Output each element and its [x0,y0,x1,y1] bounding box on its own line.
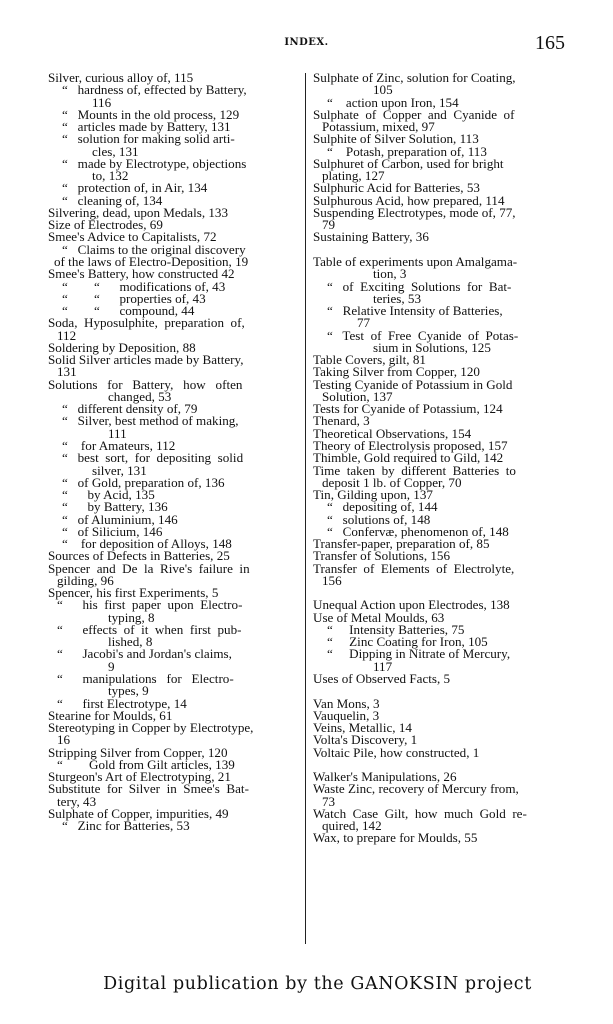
index-entry: Tin, Gilding upon, 137 [313,487,433,503]
index-subentry: Solution, 137 [322,388,393,404]
index-subentry: types, 9 [108,683,149,699]
index-subentry: “ first Electrotype, 14 [57,695,187,711]
index-subentry: Potassium, mixed, 97 [322,119,435,135]
index-entry: Sulphuric Acid for Batteries, 53 [313,180,480,196]
index-entry: Volta's Discovery, 1 [313,732,418,748]
index-subentry: “ Gold from Gilt articles, 139 [57,756,235,772]
index-subentry: “ solutions of, 148 [327,511,431,527]
index-entry: Sulphate of Copper and Cyanide of [313,106,515,122]
index-subentry: 111 [108,425,127,441]
index-entry: Uses of Observed Facts, 5 [313,671,451,687]
index-subentry: tery, 43 [57,793,97,809]
index-entry: Tests for Cyanide of Potassium, 124 [313,401,503,417]
index-entry: Theoretical Observations, 154 [313,425,472,441]
index-subentry: “ Potash, preparation of, 113 [327,143,487,159]
index-entry: Silver, curious alloy of, 115 [48,70,194,85]
index-entry: Watch Case Gilt, how much Gold re- [313,805,527,821]
index-entry: Sturgeon's Art of Electrotyping, 21 [48,769,231,785]
index-entry: Table Covers, gilt, 81 [313,352,426,368]
index-entry: Waste Zinc, recovery of Mercury from, [313,781,519,797]
index-entry: Table of experiments upon Amalgama- [313,253,518,269]
index-subentry: “ for deposition of Alloys, 148 [62,536,232,552]
index-subentry: “ by Battery, 136 [62,499,168,515]
column-divider [305,73,306,944]
index-entry: Substitute for Silver in Smee's Bat- [48,781,249,797]
index-entry: Solutions for Battery, how often [48,376,243,392]
index-entry: Silvering, dead, upon Medals, 133 [48,204,229,220]
index-subentry: “ best sort, for depositing solid [62,450,244,466]
page-number: 165 [535,32,565,54]
index-subentry: “ hardness of, effected by Battery, [62,82,247,98]
index-subentry: “ cleaning of, 134 [62,192,163,208]
index-entry: Smee's Advice to Capitalists, 72 [48,229,217,245]
index-entry: Stereotyping in Copper by Electrotype, [48,720,254,736]
index-subentry: cles, 131 [92,143,139,159]
index-subentry: lished, 8 [108,634,153,650]
index-subentry: “ action upon Iron, 154 [327,94,459,110]
index-entry: Walker's Manipulations, 26 [313,769,457,785]
index-entry: Sulphite of Silver Solution, 113 [313,131,479,147]
index-subentry: “ by Acid, 135 [62,487,155,503]
index-subentry: 117 [373,658,393,674]
index-subentry: silver, 131 [92,462,147,478]
index-entry: Sulphate of Copper, impurities, 49 [48,805,229,821]
index-subentry: “ Zinc Coating for Iron, 105 [327,634,488,650]
index-entry: Sulphurous Acid, how prepared, 114 [313,192,505,208]
index-entry: Soda, Hyposulphite, preparation of, [48,315,245,331]
index-entry: Sulphuret of Carbon, used for bright [313,155,504,171]
index-subentry: “ of Silicium, 146 [62,523,163,539]
index-subentry: tion, 3 [373,266,407,282]
index-subentry: “ Intensity Batteries, 75 [327,621,465,637]
index-entry: Size of Electrodes, 69 [48,217,163,233]
index-column-left [48,72,302,832]
index-entry: Thimble, Gold required to Gild, 142 [313,450,504,466]
index-entry: Testing Cyanide of Potassium in Gold [313,376,513,392]
index-subentry: 79 [322,217,336,233]
index-entry: Transfer-paper, preparation of, 85 [313,536,490,552]
index-entry: Spencer, his first Experiments, 5 [48,585,219,601]
index-entry: Sources of Defects in Batteries, 25 [48,548,230,564]
index-subentry: gilding, 96 [57,572,114,588]
index-subentry: 73 [322,793,336,809]
index-entry: Stripping Silver from Copper, 120 [48,744,228,760]
index-subentry: plating, 127 [322,168,385,184]
index-subentry: 16 [57,732,71,748]
index-subentry: “ Silver, best method of making, [62,413,239,429]
index-subentry: quired, 142 [322,818,382,834]
index-subentry: “ made by Electrotype, objections [62,155,247,171]
publication-credit: Digital publication by the GANOKSIN project [103,974,532,994]
index-subentry: to, 132 [92,168,129,184]
index-subentry: 112 [57,327,77,343]
index-subentry: “ Claims to the original discovery [62,241,246,257]
index-subentry: “ his first paper upon Electro- [57,597,243,613]
index-subentry: “ articles made by Battery, 131 [62,119,231,135]
running-header-title: INDEX. [284,37,329,48]
index-subentry: “ for Amateurs, 112 [62,437,176,453]
index-subentry: “ “ compound, 44 [62,303,195,319]
index-subentry: “ Jacobi's and Jordan's claims, [57,646,232,662]
index-subentry: 116 [92,94,112,110]
index-subentry: 156 [322,572,342,588]
index-entry: Vauquelin, 3 [313,707,380,723]
index-entry: Thenard, 3 [313,413,370,429]
index-subentry: “ different density of, 79 [62,401,198,417]
index-subentry: “ Confervæ, phenomenon of, 148 [327,523,509,539]
index-entry: Van Mons, 3 [313,695,380,711]
index-entry: Theory of Electrolysis proposed, 157 [313,437,508,453]
index-entry: Solid Silver articles made by Battery, [48,352,244,368]
index-entry: Wax, to prepare for Moulds, 55 [313,830,478,846]
index-subentry: deposit 1 lb. of Copper, 70 [322,474,462,490]
index-entry: Soldering by Deposition, 88 [48,339,196,355]
index-entry: Sustaining Battery, 36 [313,229,429,245]
index-entry: Transfer of Elements of Electrolyte, [313,560,515,576]
index-subentry: 131 [57,364,77,380]
index-subentry: “ manipulations for Electro- [57,671,234,687]
index-subentry: “ “ modifications of, 43 [62,278,226,294]
index-entry: Spencer and De la Rive's failure in [48,560,250,576]
index-subentry: “ effects of it when first pub- [57,621,242,637]
index-subentry: “ solution for making solid arti- [62,131,235,147]
index-entry: Veins, Metallic, 14 [313,720,412,736]
index-entry: Time taken by different Batteries to [313,462,516,478]
index-subentry: “ of Gold, preparation of, 136 [62,474,225,490]
index-subentry: teries, 53 [373,290,421,306]
index-subentry: “ Mounts in the old process, 129 [62,106,240,122]
index-entry: Unequal Action upon Electrodes, 138 [313,597,510,613]
index-entry: Use of Metal Moulds, 63 [313,609,445,625]
index-subentry: 9 [108,658,115,674]
index-subentry: changed, 53 [108,388,172,404]
index-subentry: “ Relative Intensity of Batteries, [327,303,503,319]
index-entry: Voltaic Pile, how constructed, 1 [313,744,480,760]
index-entry: Taking Silver from Copper, 120 [313,364,480,380]
index-subentry: “ Zinc for Batteries, 53 [62,818,190,834]
index-subentry: “ Dipping in Nitrate of Mercury, [327,646,511,662]
index-entry: Smee's Battery, how constructed 42 [48,266,235,282]
index-subentry: “ depositing of, 144 [327,499,438,515]
index-column-right [313,72,575,845]
index-entry: Suspending Electrotypes, mode of, 77, [313,204,516,220]
index-subentry: of the laws of Electro-Deposition, 19 [54,253,249,269]
index-subentry: “ of Aluminium, 146 [62,511,178,527]
index-subentry: “ “ properties of, 43 [62,290,206,306]
index-subentry: 105 [373,82,393,98]
index-subentry: sium in Solutions, 125 [373,339,491,355]
index-subentry: “ Test of Free Cyanide of Potas- [327,327,519,343]
index-subentry: “ protection of, in Air, 134 [62,180,208,196]
index-entry: Transfer of Solutions, 156 [313,548,451,564]
index-subentry: typing, 8 [108,609,155,625]
index-entry: Sulphate of Zinc, solution for Coating, [313,70,516,85]
index-subentry: “ of Exciting Solutions for Bat- [327,278,512,294]
index-subentry: 77 [357,315,371,331]
index-entry: Stearine for Moulds, 61 [48,707,173,723]
